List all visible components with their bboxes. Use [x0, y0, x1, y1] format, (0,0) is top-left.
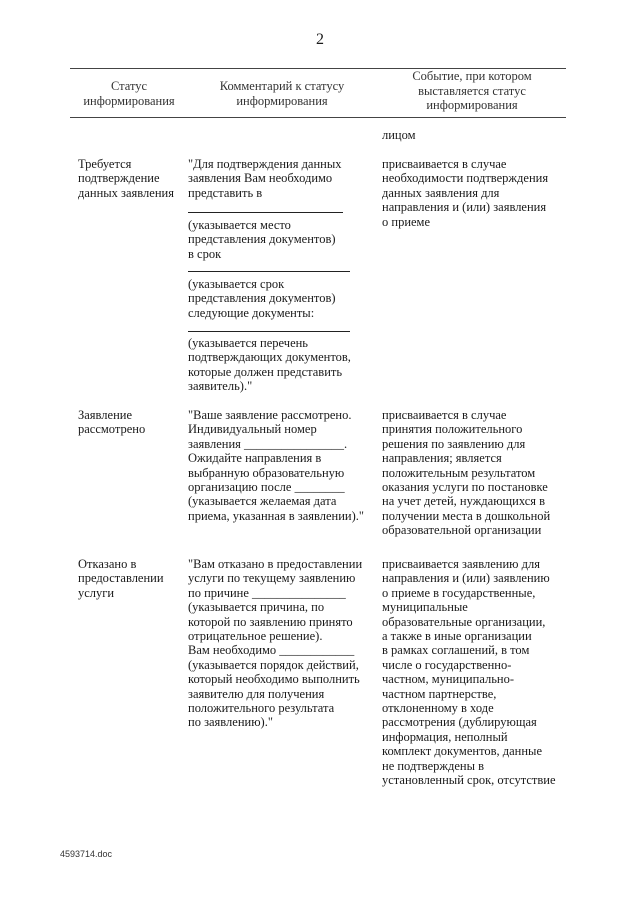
- event-cell-confirmation-required: [382, 157, 548, 229]
- text-line: получении места в дошкольной: [382, 508, 551, 523]
- text-line: решения по заявлению для: [382, 436, 526, 451]
- text-line: услуги: [78, 585, 115, 600]
- text-line: Требуется: [78, 157, 132, 171]
- text-line: принятия положительного: [382, 422, 523, 437]
- text-line: подтверждающих документов,: [188, 350, 351, 365]
- table-header-rule: [70, 117, 566, 118]
- text-line: заявитель).": [188, 379, 253, 394]
- text-line: комплект документов, данные: [382, 744, 543, 759]
- text-line: заявления ________________.: [188, 436, 348, 451]
- text-line: (указывается место: [188, 218, 291, 232]
- text-line: представления документов): [188, 232, 336, 247]
- text-line: представить в: [188, 185, 263, 200]
- text-line: которой по заявлению принято: [188, 614, 353, 629]
- text-line: приема, указанная в заявлении).": [188, 508, 365, 523]
- text-line: о приеме в государственные,: [382, 585, 536, 600]
- text-line: необходимости подтверждения: [382, 171, 549, 186]
- column-header-comment: [196, 79, 368, 108]
- comment-cell-application-reviewed: [188, 408, 364, 523]
- text-line: следующие документы:: [188, 305, 315, 320]
- text-line: образовательной организации: [382, 523, 542, 538]
- comment-cell-confirmation-part4: [188, 336, 351, 394]
- text-line: числе о государственно-: [382, 657, 512, 672]
- header-line: Комментарий к статусу: [219, 79, 345, 93]
- page-number: 2: [316, 31, 324, 48]
- text-line: по заявлению).": [188, 715, 273, 730]
- text-line: Индивидуальный номер: [188, 422, 317, 437]
- fill-in-blank-line: [188, 271, 350, 272]
- text-line: (указывается перечень: [188, 336, 309, 350]
- column-header-status: [72, 79, 186, 108]
- header-line: информирования: [83, 93, 175, 108]
- text-line: отрицательное решение).: [188, 629, 323, 644]
- text-line: подтверждение: [78, 171, 160, 186]
- text-line: (указывается порядок действий,: [188, 657, 359, 672]
- text-line: направления; является: [382, 451, 502, 466]
- text-line: присваивается в случае: [382, 157, 507, 171]
- text-line: которые должен представить: [188, 364, 343, 379]
- comment-cell-service-denied: [188, 557, 362, 730]
- text-line: заявителю для получения: [188, 686, 325, 701]
- text-line: рассмотрения (дублирующая: [382, 715, 537, 730]
- text-line: информация, неполный: [382, 729, 508, 744]
- text-line: муниципальные: [382, 600, 468, 615]
- header-line: выставляется статус: [418, 83, 526, 98]
- event-continuation: [382, 128, 416, 142]
- text-line: рассмотрено: [78, 422, 146, 437]
- text-line: (указывается причина, по: [188, 600, 325, 615]
- status-cell-service-denied: [78, 557, 164, 600]
- text-line: Заявление: [78, 408, 133, 422]
- status-cell-confirmation-required: [78, 157, 174, 200]
- document-filename-footer: 4593714.doc: [60, 849, 113, 859]
- text-line: который необходимо выполнить: [188, 672, 360, 687]
- text-line: положительного результата: [188, 701, 335, 716]
- text-line: данных заявления для: [382, 185, 500, 200]
- text-line: "Вам отказано в предоставлении: [188, 557, 363, 571]
- text-line: не подтверждены в: [382, 758, 485, 773]
- text-line: отклоненному в ходе: [382, 701, 494, 716]
- text-line: положительным результатом: [382, 465, 536, 480]
- text-line: на учет детей, нуждающихся в: [382, 494, 546, 509]
- header-line: информирования: [236, 93, 328, 108]
- header-line: Событие, при котором: [412, 69, 532, 83]
- text-line: услуги по текущему заявлению: [188, 571, 356, 586]
- text-line: выбранную образовательную: [188, 465, 345, 480]
- text-line: данных заявления: [78, 185, 174, 200]
- text-line: в срок: [188, 246, 222, 261]
- event-cell-service-denied: [382, 557, 556, 788]
- text-line: (указывается срок: [188, 277, 285, 291]
- text-line: Вам необходимо ____________: [188, 643, 355, 658]
- text-line: "Ваше заявление рассмотрено.: [188, 408, 352, 422]
- text-line: о приеме: [382, 214, 431, 229]
- text-line: направления и (или) заявлению: [382, 571, 550, 586]
- text-line: Ожидайте направления в: [188, 451, 322, 466]
- text-line: Отказано в: [78, 557, 137, 571]
- header-line: Статус: [110, 79, 148, 93]
- text-line: организацию после ________: [188, 480, 345, 495]
- text-line: лицом: [382, 128, 416, 142]
- text-line: заявления Вам необходимо: [188, 171, 333, 186]
- text-line: "Для подтверждения данных: [188, 157, 342, 171]
- comment-cell-confirmation-part2: [188, 218, 336, 261]
- header-line: информирования: [426, 98, 518, 112]
- comment-cell-confirmation-part3: [188, 277, 336, 320]
- text-line: по причине _______________: [188, 585, 346, 600]
- text-line: направления и (или) заявления: [382, 200, 547, 215]
- text-line: предоставлении: [78, 571, 164, 586]
- fill-in-blank-line: [188, 212, 343, 213]
- comment-cell-confirmation-part1: [188, 157, 342, 200]
- column-header-event: [376, 69, 568, 113]
- event-cell-application-reviewed: [382, 408, 550, 538]
- text-line: частном партнерстве,: [382, 686, 497, 701]
- text-line: а также в иные организации: [382, 629, 532, 644]
- status-cell-application-reviewed: [78, 408, 145, 437]
- text-line: представления документов): [188, 291, 336, 306]
- text-line: частном, муниципально-: [382, 672, 515, 687]
- text-line: присваивается заявлению для: [382, 557, 540, 571]
- text-line: в рамках соглашений, в том: [382, 643, 530, 658]
- text-line: (указывается желаемая дата: [188, 494, 337, 509]
- text-line: присваивается в случае: [382, 408, 507, 422]
- text-line: образовательные организации,: [382, 614, 546, 629]
- text-line: установленный срок, отсутствие: [382, 773, 556, 788]
- fill-in-blank-line: [188, 331, 350, 332]
- text-line: оказания услуги по постановке: [382, 480, 548, 495]
